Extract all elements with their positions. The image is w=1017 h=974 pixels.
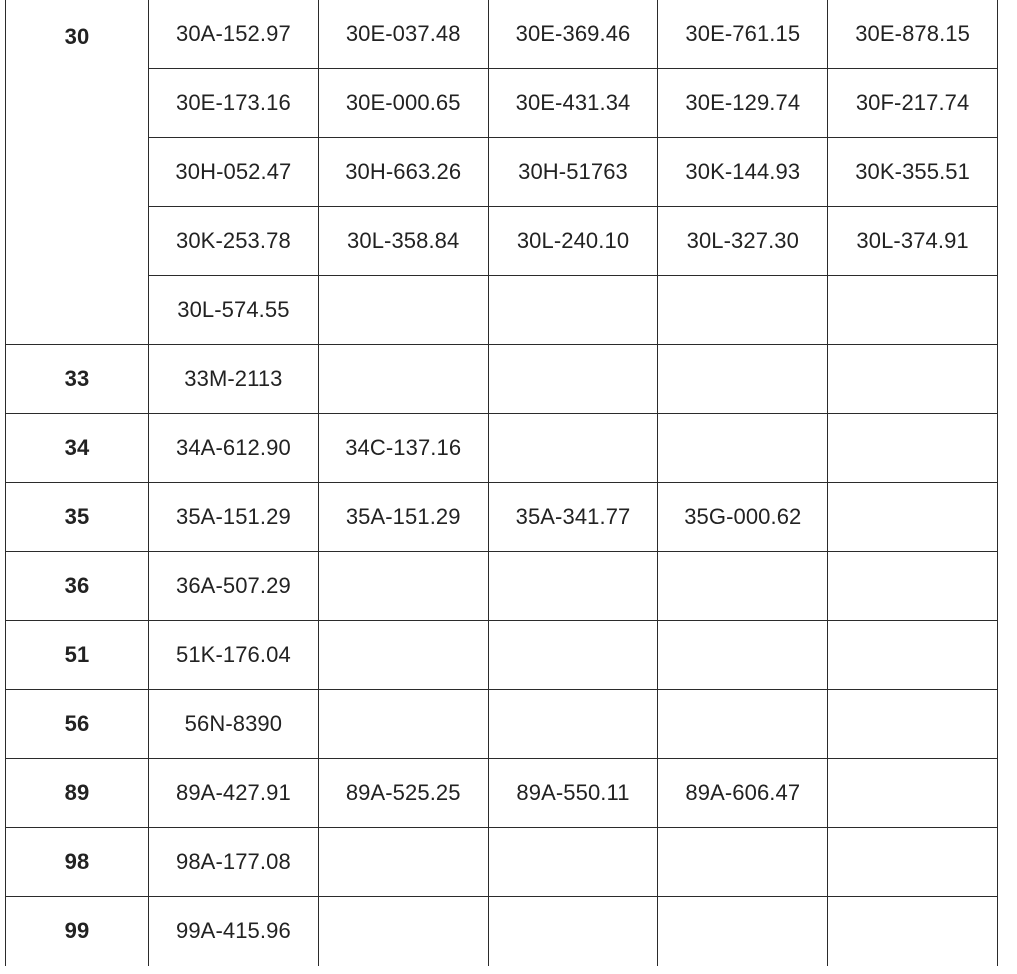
- empty-cell: [828, 414, 998, 483]
- table-row: [6, 759, 998, 828]
- plate-number-cell: 30K-144.93: [658, 138, 828, 207]
- table-row: [6, 345, 998, 414]
- plate-number-cell: 30L-240.10: [488, 207, 658, 276]
- province-code-cell: 99: [6, 897, 149, 966]
- empty-cell: [658, 690, 828, 759]
- empty-cell: [828, 276, 998, 345]
- empty-cell: [828, 621, 998, 690]
- province-code-cell: 35: [6, 483, 149, 552]
- empty-cell: [318, 828, 488, 897]
- empty-cell: [828, 483, 998, 552]
- plate-number-cell: 98A-177.08: [149, 828, 319, 897]
- table-row: [6, 828, 998, 897]
- plate-number-cell: 99A-415.96: [149, 897, 319, 966]
- empty-cell: [488, 621, 658, 690]
- plate-number-cell: 30L-327.30: [658, 207, 828, 276]
- empty-cell: [318, 552, 488, 621]
- province-code-cell: 56: [6, 690, 149, 759]
- province-code-cell: 34: [6, 414, 149, 483]
- plate-number-cell: 89A-550.11: [488, 759, 658, 828]
- empty-cell: [318, 276, 488, 345]
- plate-number-cell: 30H-663.26: [318, 138, 488, 207]
- license-plate-table: [5, 0, 998, 966]
- table-row: [6, 621, 998, 690]
- plate-number-cell: 30L-358.84: [318, 207, 488, 276]
- province-code-cell: 33: [6, 345, 149, 414]
- province-code-cell: 89: [6, 759, 149, 828]
- table-row: [6, 0, 998, 69]
- plate-number-cell: 30E-000.65: [318, 69, 488, 138]
- plate-number-cell: 30E-369.46: [488, 0, 658, 69]
- empty-cell: [318, 345, 488, 414]
- plate-number-cell: 30E-431.34: [488, 69, 658, 138]
- table-row: [6, 414, 998, 483]
- plate-number-cell: 30E-173.16: [149, 69, 319, 138]
- plate-number-cell: 30E-761.15: [658, 0, 828, 69]
- plate-table-container: [5, 0, 997, 966]
- table-row: [6, 690, 998, 759]
- plate-number-cell: 30L-374.91: [828, 207, 998, 276]
- empty-cell: [488, 552, 658, 621]
- plate-number-cell: 30A-152.97: [149, 0, 319, 69]
- province-code-cell: 98: [6, 828, 149, 897]
- plate-number-cell: 30L-574.55: [149, 276, 319, 345]
- plate-number-cell: 35G-000.62: [658, 483, 828, 552]
- plate-number-cell: 30K-355.51: [828, 138, 998, 207]
- empty-cell: [488, 690, 658, 759]
- empty-cell: [658, 621, 828, 690]
- plate-number-cell: 35A-341.77: [488, 483, 658, 552]
- table-row: [6, 897, 998, 966]
- plate-number-cell: 35A-151.29: [318, 483, 488, 552]
- province-code-cell: 36: [6, 552, 149, 621]
- plate-number-cell: 30E-878.15: [828, 0, 998, 69]
- plate-number-cell: 30H-052.47: [149, 138, 319, 207]
- plate-number-cell: 30H-51763: [488, 138, 658, 207]
- empty-cell: [658, 345, 828, 414]
- empty-cell: [658, 828, 828, 897]
- plate-number-cell: 30F-217.74: [828, 69, 998, 138]
- empty-cell: [658, 552, 828, 621]
- plate-table-body: [6, 0, 998, 966]
- empty-cell: [488, 414, 658, 483]
- plate-number-cell: 30E-037.48: [318, 0, 488, 69]
- plate-number-cell: 89A-427.91: [149, 759, 319, 828]
- empty-cell: [488, 828, 658, 897]
- province-code-cell: 51: [6, 621, 149, 690]
- empty-cell: [488, 276, 658, 345]
- table-row: [6, 276, 998, 345]
- empty-cell: [318, 897, 488, 966]
- table-row: [6, 207, 998, 276]
- empty-cell: [828, 828, 998, 897]
- plate-number-cell: 35A-151.29: [149, 483, 319, 552]
- plate-number-cell: 34A-612.90: [149, 414, 319, 483]
- plate-number-cell: 89A-525.25: [318, 759, 488, 828]
- province-code-cell: 30: [6, 0, 149, 345]
- empty-cell: [828, 345, 998, 414]
- plate-number-cell: 36A-507.29: [149, 552, 319, 621]
- plate-number-cell: 89A-606.47: [658, 759, 828, 828]
- empty-cell: [828, 759, 998, 828]
- empty-cell: [488, 897, 658, 966]
- plate-number-cell: 30K-253.78: [149, 207, 319, 276]
- empty-cell: [488, 345, 658, 414]
- table-row: [6, 483, 998, 552]
- empty-cell: [318, 621, 488, 690]
- plate-number-cell: 33M-2113: [149, 345, 319, 414]
- plate-number-cell: 56N-8390: [149, 690, 319, 759]
- empty-cell: [318, 690, 488, 759]
- empty-cell: [658, 414, 828, 483]
- plate-number-cell: 34C-137.16: [318, 414, 488, 483]
- plate-number-cell: 30E-129.74: [658, 69, 828, 138]
- empty-cell: [828, 690, 998, 759]
- table-row: [6, 138, 998, 207]
- table-row: [6, 552, 998, 621]
- empty-cell: [658, 276, 828, 345]
- empty-cell: [828, 897, 998, 966]
- plate-number-cell: 51K-176.04: [149, 621, 319, 690]
- empty-cell: [658, 897, 828, 966]
- empty-cell: [828, 552, 998, 621]
- table-row: [6, 69, 998, 138]
